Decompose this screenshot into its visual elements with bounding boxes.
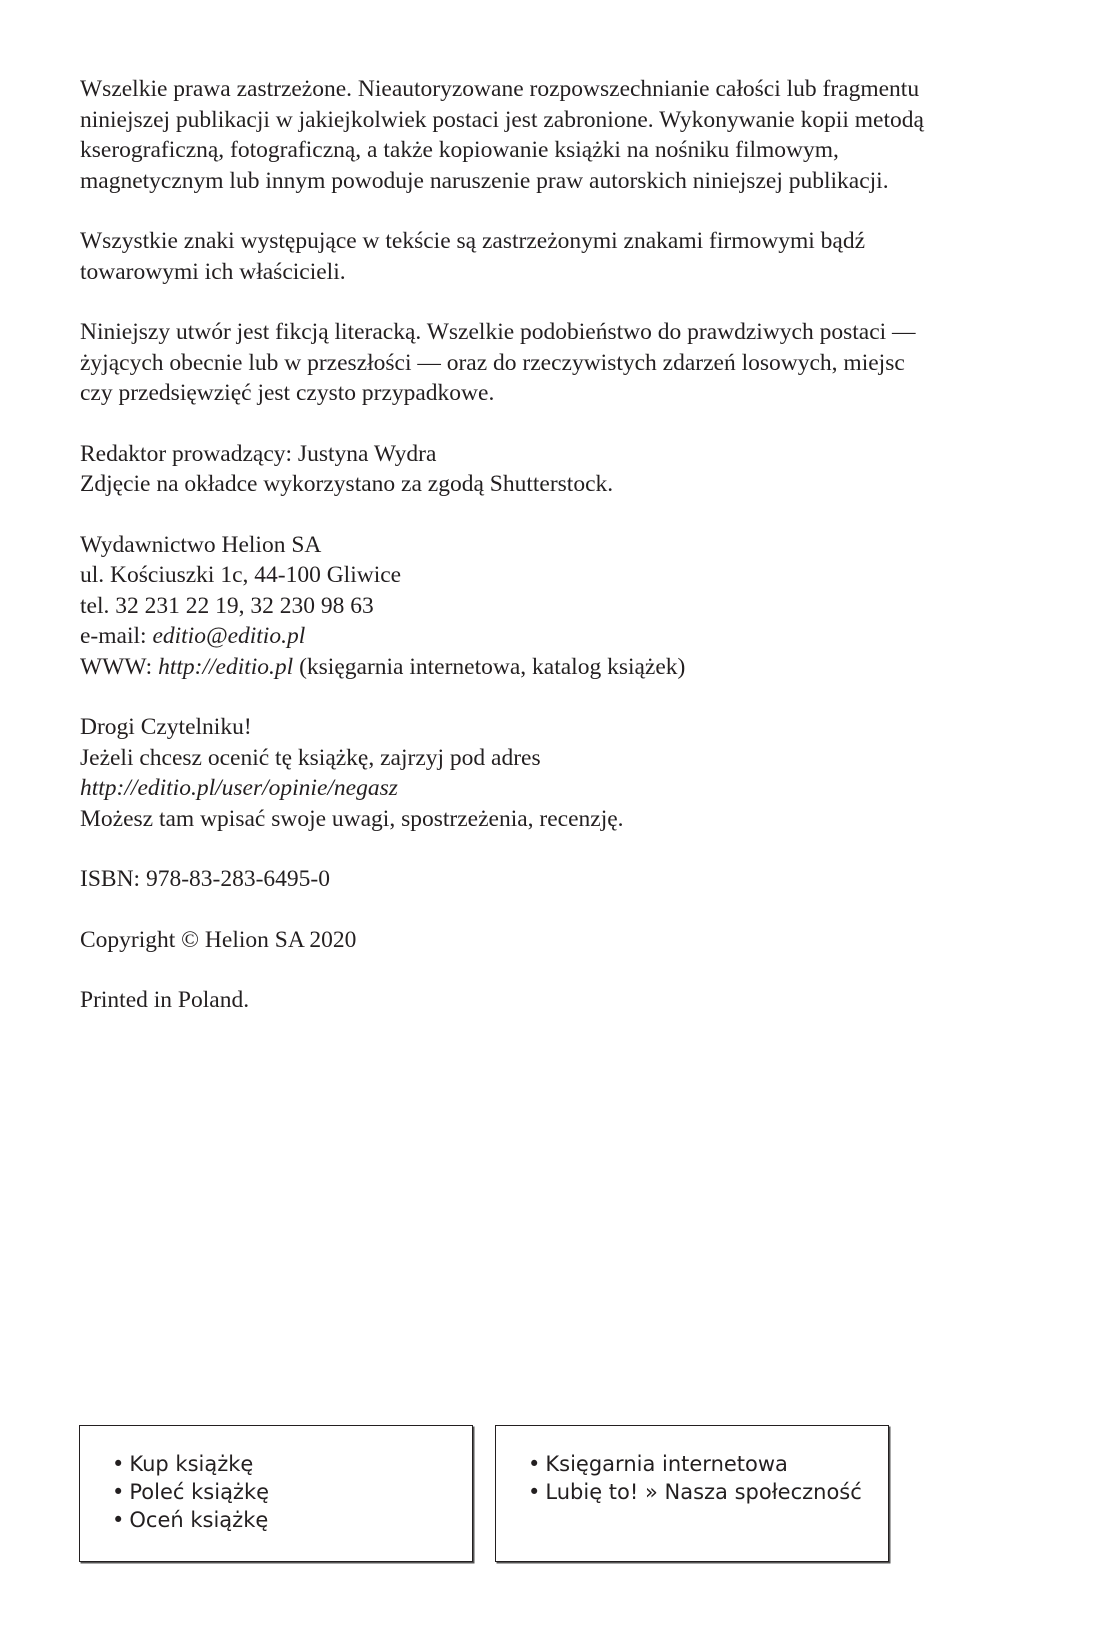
copyright-paragraph bbox=[80, 925, 1040, 956]
community-box bbox=[495, 1425, 889, 1562]
rate-book-label: Oceń książkę bbox=[129, 1508, 269, 1532]
trademarks-paragraph bbox=[80, 226, 1040, 287]
email-label: e-mail: bbox=[80, 623, 153, 649]
reader-invite: Jeżeli chcesz ocenić tę książkę, zajrzyj pod adres bbox=[80, 744, 541, 771]
rate-book-link[interactable] bbox=[112, 1506, 472, 1534]
reader-greeting: Drogi Czytelniku! bbox=[80, 714, 252, 740]
trademarks-line: towarowymi ich właścicieli. bbox=[80, 258, 346, 285]
reader-paragraph bbox=[80, 712, 1040, 834]
cover-credit: Zdjęcie na okładce wykorzystano za zgodą Shutterstock. bbox=[80, 471, 614, 497]
printed-paragraph bbox=[80, 985, 1040, 1016]
bookstore-label: Księgarnia internetowa bbox=[545, 1452, 788, 1476]
community-label: Lubię to! » Nasza społeczność bbox=[545, 1480, 862, 1504]
fiction-line: żyjących obecnie lub w przeszłości — oraz do rzeczywistych zdarzeń losowych, miejsc bbox=[80, 349, 905, 376]
bullet-icon: • bbox=[528, 1480, 541, 1504]
review-url-link[interactable]: http://editio.pl/user/opinie/negasz bbox=[80, 775, 398, 801]
recommend-book-link[interactable] bbox=[112, 1478, 472, 1506]
printed-in: Printed in Poland. bbox=[80, 987, 250, 1013]
fiction-paragraph bbox=[80, 317, 1040, 409]
imprint-text bbox=[80, 74, 1040, 1046]
bullet-icon: • bbox=[528, 1452, 541, 1476]
publisher-phone: tel. 32 231 22 19, 32 230 98 63 bbox=[80, 592, 374, 619]
bullet-icon: • bbox=[112, 1480, 125, 1504]
trademarks-line: Wszystkie znaki występujące w tekście są zastrzeżonymi znakami firmowymi bądź bbox=[80, 228, 866, 254]
bullet-icon: • bbox=[112, 1452, 125, 1476]
copyright-notice: Copyright © Helion SA 2020 bbox=[80, 926, 357, 953]
email-link[interactable]: editio@editio.pl bbox=[152, 623, 306, 649]
www-link[interactable]: http://editio.pl bbox=[158, 653, 294, 680]
publisher-email-line bbox=[80, 621, 1040, 652]
buy-book-link[interactable] bbox=[112, 1450, 472, 1478]
www-note: (księgarnia internetowa, katalog książek) bbox=[293, 653, 686, 680]
reader-note: Możesz tam wpisać swoje uwagi, spostrzeżenia, recenzję. bbox=[80, 805, 624, 832]
book-actions-list bbox=[80, 1426, 472, 1534]
community-link[interactable] bbox=[528, 1478, 888, 1506]
recommend-book-label: Poleć książkę bbox=[129, 1480, 270, 1504]
rights-paragraph bbox=[80, 74, 1040, 196]
rights-line: Wszelkie prawa zastrzeżone. Nieautoryzowane rozpowszechnianie całości lub fragmentu bbox=[80, 76, 920, 102]
isbn-paragraph bbox=[80, 864, 1040, 895]
fiction-line: Niniejszy utwór jest fikcją literacką. Wszelkie podobieństwo do prawdziwych postaci — bbox=[80, 319, 916, 345]
rights-line: kserograficzną, fotograficzną, a także kopiowanie książki na nośniku filmowym, bbox=[80, 137, 839, 163]
www-label: WWW: bbox=[80, 653, 159, 680]
publisher-name: Wydawnictwo Helion SA bbox=[80, 531, 322, 558]
bullet-icon: • bbox=[112, 1508, 125, 1532]
editor-credit: Redaktor prowadzący: Justyna Wydra bbox=[80, 440, 437, 467]
book-actions-box bbox=[79, 1425, 473, 1562]
community-list bbox=[496, 1426, 888, 1506]
rights-line: magnetycznym lub innym powoduje naruszenie praw autorskich niniejszej publikacji. bbox=[80, 167, 889, 194]
publisher-www-line bbox=[80, 652, 1040, 683]
reader-url-line bbox=[80, 773, 1040, 804]
publisher-address: ul. Kościuszki 1c, 44-100 Gliwice bbox=[80, 562, 402, 588]
fiction-line: czy przedsięwzięć jest czysto przypadkowe. bbox=[80, 380, 495, 406]
publisher-paragraph bbox=[80, 530, 1040, 683]
bookstore-link[interactable] bbox=[528, 1450, 888, 1478]
buy-book-label: Kup książkę bbox=[129, 1452, 254, 1476]
isbn: ISBN: 978-83-283-6495-0 bbox=[80, 866, 330, 892]
credits-paragraph bbox=[80, 439, 1040, 500]
rights-line: niniejszej publikacji w jakiejkolwiek postaci jest zabronione. Wykonywanie kopii metodą bbox=[80, 106, 924, 133]
